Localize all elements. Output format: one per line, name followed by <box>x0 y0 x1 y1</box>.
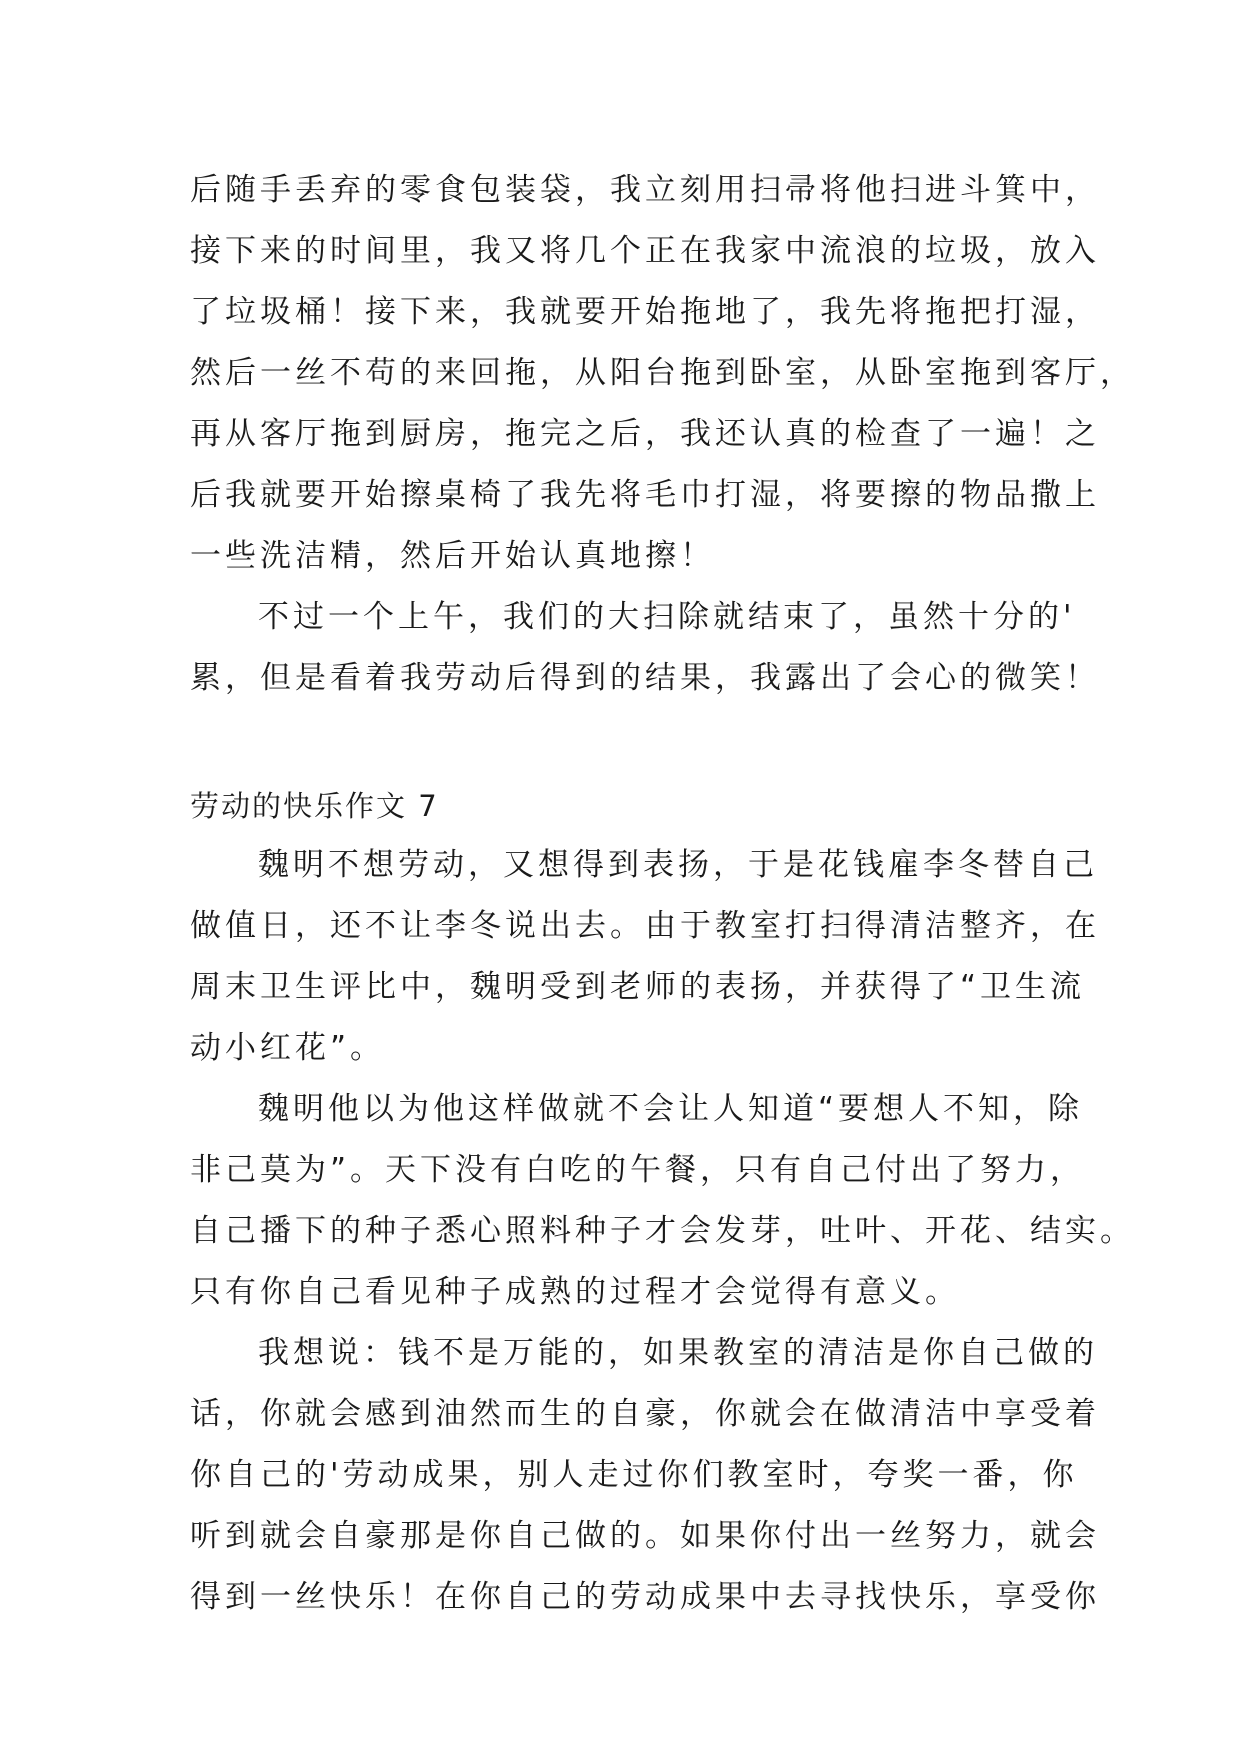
text-line: 后我就要开始擦桌椅了我先将毛巾打湿，将要擦的物品撒上 <box>190 477 1100 513</box>
document-body <box>190 160 1135 1628</box>
paragraph <box>190 587 1100 709</box>
section-heading: 劳动的快乐作文 7 <box>190 789 439 823</box>
paragraph <box>190 160 1135 587</box>
paragraph <box>190 1079 1135 1323</box>
text-line: 魏明不想劳动，又想得到表扬，于是花钱雇李冬替自己 <box>258 847 1098 883</box>
text-line: 了垃圾桶！接下来，我就要开始拖地了，我先将拖把打湿， <box>190 294 1100 330</box>
text-line: 只有你自己看见种子成熟的过程才会觉得有意义。 <box>190 1274 960 1310</box>
text-line: 一些洗洁精，然后开始认真地擦！ <box>190 538 715 574</box>
text-line: 听到就会自豪那是你自己做的。如果你付出一丝努力，就会 <box>190 1518 1100 1554</box>
text-line: 然后一丝不苟的来回拖，从阳台拖到卧室，从卧室拖到客厅， <box>190 355 1135 391</box>
text-line: 非己莫为”。天下没有白吃的午餐，只有自己付出了努力， <box>190 1152 1086 1188</box>
text-line: 魏明他以为他这样做就不会让人知道“要想人不知，除 <box>258 1091 1084 1127</box>
text-line: 自己播下的种子悉心照料种子才会发芽，吐叶、开花、结实。 <box>190 1213 1135 1249</box>
text-line: 后随手丢弃的零食包装袋，我立刻用扫帚将他扫进斗箕中， <box>190 172 1100 208</box>
text-line: 我想说：钱不是万能的，如果教室的清洁是你自己做的 <box>258 1335 1098 1371</box>
section-spacer <box>190 709 1050 777</box>
text-line: 动小红花”。 <box>190 1030 386 1066</box>
text-line: 累，但是看着我劳动后得到的结果，我露出了会心的微笑！ <box>190 660 1100 696</box>
paragraph <box>190 835 1100 1079</box>
text-line: 周末卫生评比中，魏明受到老师的表扬，并获得了“卫生流 <box>190 969 1086 1005</box>
text-line: 再从客厅拖到厨房，拖完之后，我还认真的检查了一遍！之 <box>190 416 1100 452</box>
text-line: 不过一个上午，我们的大扫除就结束了，虽然十分的' <box>258 599 1076 635</box>
paragraph <box>190 1323 1100 1628</box>
text-line: 接下来的时间里，我又将几个正在我家中流浪的垃圾，放入 <box>190 233 1100 269</box>
text-line: 你自己的'劳动成果，别人走过你们教室时，夸奖一番，你 <box>190 1457 1078 1493</box>
text-line: 得到一丝快乐！在你自己的劳动成果中去寻找快乐，享受你 <box>190 1579 1100 1615</box>
text-line: 做值日，还不让李冬说出去。由于教室打扫得清洁整齐，在 <box>190 908 1100 944</box>
text-line: 话，你就会感到油然而生的自豪，你就会在做清洁中享受着 <box>190 1396 1100 1432</box>
